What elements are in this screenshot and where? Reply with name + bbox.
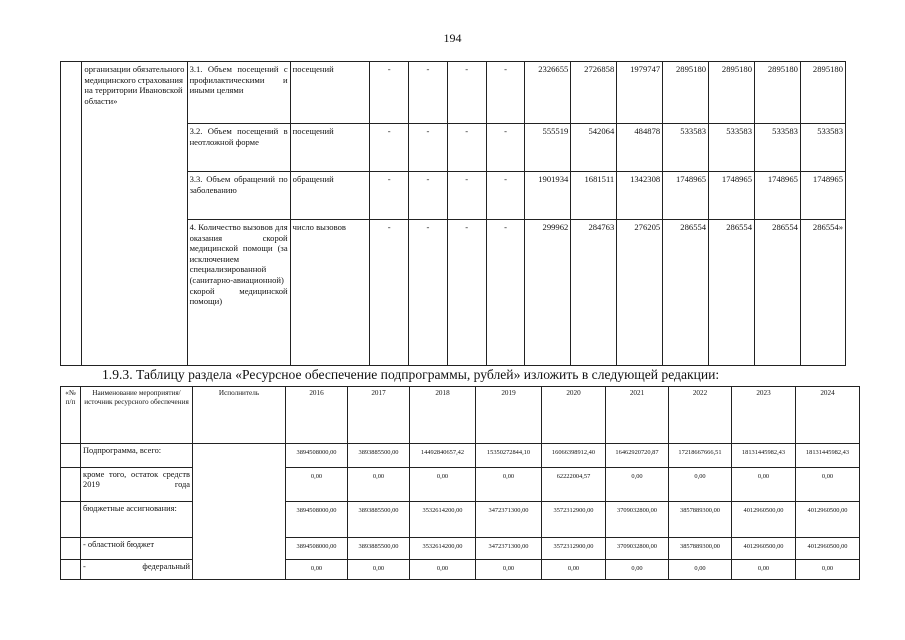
section-heading: 1.9.3. Таблицу раздела «Ресурсное обеспечение подпрограммы, рублей» изложить в следующей редакции:	[102, 367, 720, 382]
year-header: 2017	[348, 387, 410, 444]
year-header: 2018	[410, 387, 476, 444]
amount-cell: 0,00	[286, 468, 348, 502]
row-number-cell	[61, 62, 82, 366]
dash-cell: -	[370, 124, 409, 172]
value-cell: 286554	[709, 220, 755, 366]
table-row	[61, 468, 860, 502]
value-cell: 286554	[663, 220, 709, 366]
value-cell: 2895180	[709, 62, 755, 124]
dash-cell: -	[447, 62, 486, 124]
amount-cell: 3709032800,00	[606, 502, 669, 538]
name-header: Наименование мероприятия/источник ресурсного обеспечения	[81, 387, 193, 444]
year-header: 2023	[732, 387, 796, 444]
row-name-cell: бюджетные ассигнования:	[81, 502, 193, 538]
amount-cell: 0,00	[348, 560, 410, 580]
indicators-table	[60, 61, 846, 366]
value-cell: 555519	[525, 124, 571, 172]
year-header: 2022	[669, 387, 732, 444]
value-cell: 1748965	[800, 172, 845, 220]
amount-cell: 3857889300,00	[669, 538, 732, 560]
table-row	[61, 560, 860, 580]
table-row	[61, 62, 846, 124]
row-name-cell: Подпрограмма, всего:	[81, 444, 193, 468]
value-cell: 533583	[755, 124, 801, 172]
indicator-cell: 3.2. Объем посещений в неотложной форме	[187, 124, 290, 172]
resource-table	[60, 386, 860, 580]
amount-cell: 16462920720,87	[606, 444, 669, 468]
row-number-cell	[61, 444, 81, 468]
row-name-cell: - федеральный	[81, 560, 193, 580]
amount-cell: 3893885500,00	[348, 502, 410, 538]
table-row	[61, 538, 860, 560]
dash-cell: -	[486, 220, 525, 366]
year-header: 2021	[606, 387, 669, 444]
executor-cell	[193, 444, 286, 580]
amount-cell: 0,00	[286, 560, 348, 580]
amount-cell: 3572312900,00	[542, 502, 606, 538]
amount-cell: 0,00	[606, 560, 669, 580]
header-row	[61, 387, 860, 444]
year-header: 2020	[542, 387, 606, 444]
value-cell: 533583	[709, 124, 755, 172]
page-number: 194	[443, 31, 462, 45]
amount-cell: 4012960500,00	[732, 538, 796, 560]
row-name-cell: кроме того, остаток средств 2019 года	[81, 468, 193, 502]
amount-cell: 0,00	[476, 468, 542, 502]
amount-cell: 3894508000,00	[286, 444, 348, 468]
dash-cell: -	[370, 220, 409, 366]
unit-cell: посещений	[290, 62, 370, 124]
amount-cell: 14492840657,42	[410, 444, 476, 468]
dash-cell: -	[409, 172, 448, 220]
value-cell: 2726858	[571, 62, 617, 124]
indicator-cell: 4. Количество вызовов для оказания скорой медицинской помощи (за исключением специализированной (санитарно-авиационной) скорой медицинской помощи)	[187, 220, 290, 366]
amount-cell: 3709032800,00	[606, 538, 669, 560]
unit-cell: обращений	[290, 172, 370, 220]
amount-cell: 0,00	[732, 560, 796, 580]
amount-cell: 17218667666,51	[669, 444, 732, 468]
row-number-cell	[61, 502, 81, 538]
amount-cell: 0,00	[606, 468, 669, 502]
amount-cell: 0,00	[410, 560, 476, 580]
amount-cell: 4012960500,00	[796, 538, 860, 560]
dash-cell: -	[486, 62, 525, 124]
dash-cell: -	[486, 124, 525, 172]
unit-cell: посещений	[290, 124, 370, 172]
dash-cell: -	[409, 124, 448, 172]
value-cell: 2895180	[663, 62, 709, 124]
dash-cell: -	[447, 220, 486, 366]
indicator-cell: 3.3. Объем обращений по заболеванию	[187, 172, 290, 220]
amount-cell: 3893885500,00	[348, 538, 410, 560]
value-cell: 542064	[571, 124, 617, 172]
value-cell: 286554	[755, 220, 801, 366]
value-cell: 1748965	[709, 172, 755, 220]
table-row	[61, 444, 860, 468]
amount-cell: 3472371300,00	[476, 502, 542, 538]
amount-cell: 3894508000,00	[286, 502, 348, 538]
executor-header: Исполнитель	[193, 387, 286, 444]
row-number-cell	[61, 538, 81, 560]
value-cell: 2895180	[755, 62, 801, 124]
number-header: «№ п/п	[61, 387, 81, 444]
value-cell: 484878	[617, 124, 663, 172]
value-cell: 1681511	[571, 172, 617, 220]
amount-cell: 3532614200,00	[410, 538, 476, 560]
indicator-cell: 3.1. Объем посещений с профилактическими и иными целями	[187, 62, 290, 124]
amount-cell: 0,00	[796, 560, 860, 580]
amount-cell: 16066398912,40	[542, 444, 606, 468]
year-header: 2019	[476, 387, 542, 444]
value-cell: 276205	[617, 220, 663, 366]
dash-cell: -	[486, 172, 525, 220]
amount-cell: 0,00	[669, 560, 732, 580]
year-header: 2024	[796, 387, 860, 444]
dash-cell: -	[409, 220, 448, 366]
amount-cell: 3894508000,00	[286, 538, 348, 560]
value-cell: 533583	[800, 124, 845, 172]
amount-cell: 3893885500,00	[348, 444, 410, 468]
amount-cell: 62222004,57	[542, 468, 606, 502]
amount-cell: 0,00	[542, 560, 606, 580]
dash-cell: -	[409, 62, 448, 124]
dash-cell: -	[447, 124, 486, 172]
value-cell: 286554»	[800, 220, 845, 366]
dash-cell: -	[370, 172, 409, 220]
value-cell: 1748965	[663, 172, 709, 220]
amount-cell: 3532614200,00	[410, 502, 476, 538]
amount-cell: 0,00	[476, 560, 542, 580]
row-name-cell: - областной бюджет	[81, 538, 193, 560]
amount-cell: 3472371300,00	[476, 538, 542, 560]
unit-cell: число вызовов	[290, 220, 370, 366]
amount-cell: 3572312900,00	[542, 538, 606, 560]
organization-cell: организации обязательного медицинского страхования на территории Ивановской области»	[82, 62, 187, 366]
value-cell: 1342308	[617, 172, 663, 220]
year-header: 2016	[286, 387, 348, 444]
row-number-cell	[61, 468, 81, 502]
amount-cell: 4012960500,00	[732, 502, 796, 538]
dash-cell: -	[447, 172, 486, 220]
amount-cell: 0,00	[796, 468, 860, 502]
table-row	[61, 502, 860, 538]
value-cell: 2895180	[800, 62, 845, 124]
dash-cell: -	[370, 62, 409, 124]
amount-cell: 3857889300,00	[669, 502, 732, 538]
amount-cell: 4012960500,00	[796, 502, 860, 538]
value-cell: 1748965	[755, 172, 801, 220]
amount-cell: 0,00	[732, 468, 796, 502]
value-cell: 1979747	[617, 62, 663, 124]
amount-cell: 0,00	[410, 468, 476, 502]
value-cell: 1901934	[525, 172, 571, 220]
amount-cell: 15350272844,10	[476, 444, 542, 468]
value-cell: 299962	[525, 220, 571, 366]
amount-cell: 0,00	[669, 468, 732, 502]
amount-cell: 18131445982,43	[732, 444, 796, 468]
value-cell: 284763	[571, 220, 617, 366]
amount-cell: 0,00	[348, 468, 410, 502]
amount-cell: 18131445982,43	[796, 444, 860, 468]
value-cell: 533583	[663, 124, 709, 172]
row-number-cell	[61, 560, 81, 580]
value-cell: 2326655	[525, 62, 571, 124]
